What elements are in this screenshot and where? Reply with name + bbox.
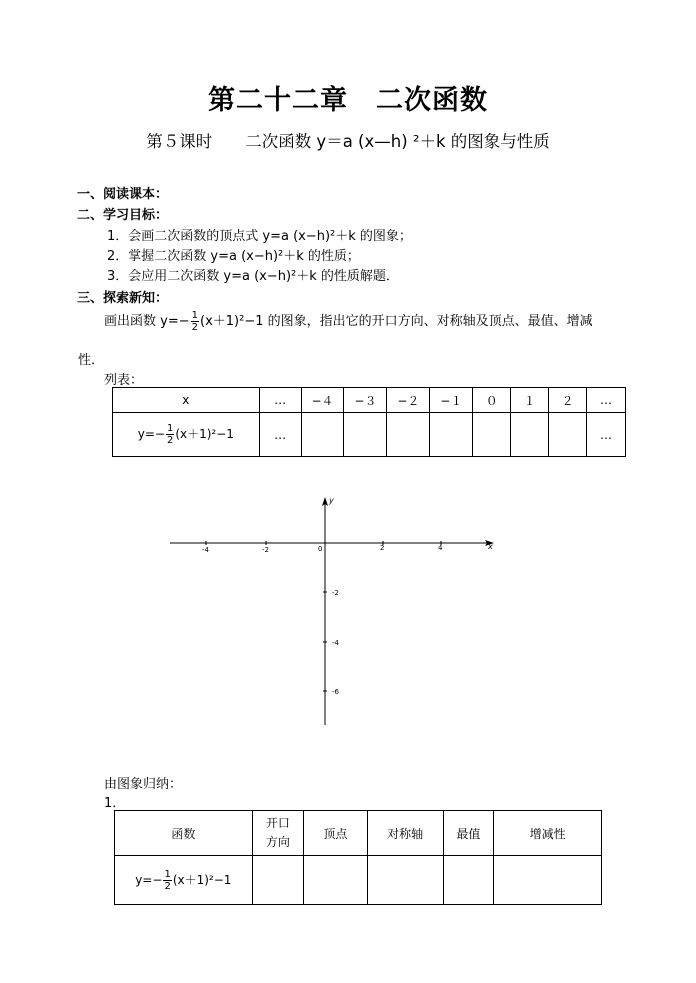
y-cell-empty[interactable] bbox=[511, 413, 549, 457]
task-suffix: (x＋1)²−1 的图象，指出它的开口方向、对称轴及顶点、最值、增减 bbox=[200, 314, 593, 329]
summary-table bbox=[114, 810, 602, 905]
y-cell-ellipsis: … bbox=[259, 413, 301, 457]
section-reading: 一、阅读课本： bbox=[77, 187, 169, 202]
value-table-y-row bbox=[113, 413, 626, 457]
header-cell: … bbox=[259, 388, 301, 413]
header-vertex: 顶点 bbox=[304, 811, 367, 856]
task-fraction bbox=[191, 310, 199, 333]
header-opening-direction: 开口 方向 bbox=[252, 811, 304, 856]
lesson-title: 第５课时 二次函数 y＝a (x—h) ²＋k 的图象与性质 bbox=[146, 132, 550, 151]
section-explore: 三、探索新知： bbox=[77, 291, 169, 306]
task-prefix: 画出函数 y=− bbox=[104, 314, 190, 329]
y-cell-empty[interactable] bbox=[430, 413, 473, 457]
fn-label-prefix: y=− bbox=[135, 872, 163, 887]
value-table bbox=[112, 387, 626, 457]
header-extreme-value: 最值 bbox=[443, 811, 494, 856]
header-cell: … bbox=[587, 388, 626, 413]
y-label-suffix: (x＋1)²−1 bbox=[175, 427, 234, 441]
header-cell: −１ bbox=[430, 388, 473, 413]
y-cell-empty[interactable] bbox=[549, 413, 587, 457]
y-label-frac-den: 2 bbox=[166, 435, 174, 446]
summary-number: 1． bbox=[104, 796, 126, 811]
y-cell-empty[interactable] bbox=[344, 413, 387, 457]
y-tick-label: -2 bbox=[332, 589, 339, 597]
fn-label-suffix: (x＋1)²−1 bbox=[172, 872, 232, 887]
x-tick-label-origin: 0 bbox=[318, 545, 323, 553]
goal-2: 2．掌握二次函数 y=a (x−h)²＋k 的性质； bbox=[107, 249, 360, 264]
x-tick-label: -4 bbox=[202, 546, 209, 554]
y-row-label bbox=[113, 413, 260, 457]
fn-frac-den: 2 bbox=[164, 880, 171, 892]
coordinate-plane bbox=[165, 492, 497, 730]
answer-cell-extreme[interactable] bbox=[443, 856, 494, 905]
answer-cell-monotonicity[interactable] bbox=[494, 856, 602, 905]
goal-1: 1．会画二次函数的顶点式 y=a (x−h)²＋k 的图象； bbox=[107, 229, 412, 244]
answer-cell-opening[interactable] bbox=[252, 856, 304, 905]
y-label-prefix: y=− bbox=[137, 427, 165, 441]
header-cell: ２ bbox=[549, 388, 587, 413]
task-line-1 bbox=[104, 310, 593, 333]
task-frac-num: 1 bbox=[191, 310, 198, 321]
y-label-fraction bbox=[166, 423, 174, 446]
y-tick-label: -4 bbox=[332, 639, 339, 647]
header-function: 函数 bbox=[115, 811, 253, 856]
list-label: 列表： bbox=[104, 373, 144, 388]
header-cell-x: x bbox=[113, 388, 260, 413]
fn-frac-num: 1 bbox=[164, 868, 171, 880]
header-cell: −３ bbox=[344, 388, 387, 413]
function-cell bbox=[115, 856, 253, 905]
value-table-header-row bbox=[113, 388, 626, 413]
y-cell-empty[interactable] bbox=[387, 413, 430, 457]
y-cell-empty[interactable] bbox=[473, 413, 511, 457]
x-tick-label: 4 bbox=[438, 544, 443, 552]
header-monotonicity: 增减性 bbox=[494, 811, 602, 856]
header-axis-of-symmetry: 对称轴 bbox=[367, 811, 443, 856]
y-cell-empty[interactable] bbox=[301, 413, 344, 457]
y-cell-ellipsis: … bbox=[587, 413, 626, 457]
task-frac-den: 2 bbox=[191, 322, 198, 333]
summary-label: 由图象归纳： bbox=[104, 777, 183, 792]
chapter-title: 第二十二章 二次函数 bbox=[208, 85, 488, 116]
goal-3: 3．会应用二次函数 y=a (x−h)²＋k 的性质解题． bbox=[107, 269, 399, 284]
y-axis-label: y bbox=[329, 496, 334, 505]
task-line-2: 性． bbox=[78, 353, 105, 368]
y-label-frac-num: 1 bbox=[166, 423, 174, 434]
y-tick-label: -6 bbox=[332, 688, 339, 696]
summary-table-row bbox=[115, 856, 602, 905]
fn-label-fraction bbox=[163, 869, 171, 892]
x-tick-label: -2 bbox=[262, 546, 269, 554]
header-cell: ０ bbox=[473, 388, 511, 413]
summary-table-header-row bbox=[115, 811, 602, 856]
header-cell: −２ bbox=[387, 388, 430, 413]
x-tick-label: 2 bbox=[380, 544, 385, 552]
x-axis-label: x bbox=[488, 542, 493, 551]
answer-cell-vertex[interactable] bbox=[304, 856, 367, 905]
answer-cell-axis[interactable] bbox=[367, 856, 443, 905]
header-cell: −４ bbox=[301, 388, 344, 413]
header-cell: １ bbox=[511, 388, 549, 413]
section-goals: 二、学习目标： bbox=[77, 208, 169, 223]
